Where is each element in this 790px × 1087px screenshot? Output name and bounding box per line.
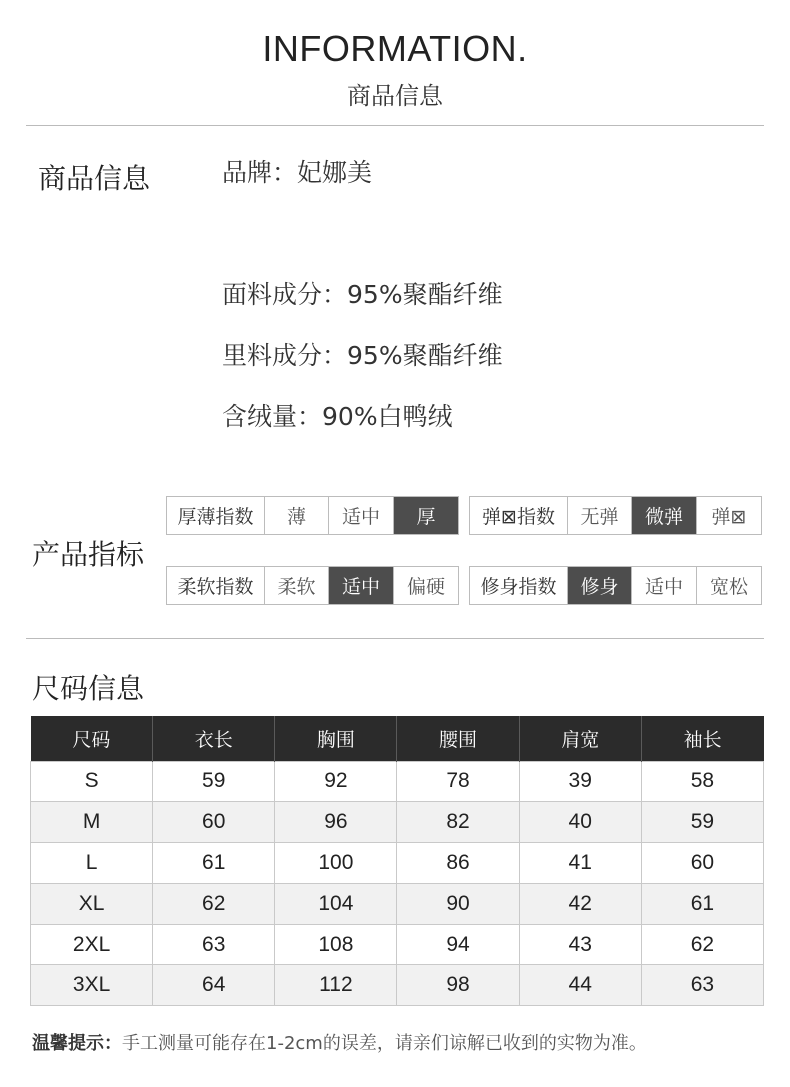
table-cell: 3XL: [31, 965, 153, 1006]
indicator-option-selected: 适中: [328, 567, 393, 604]
table-cell: L: [31, 843, 153, 884]
table-cell: M: [31, 802, 153, 843]
info-value: 90%白鸭绒: [322, 402, 453, 431]
indicator-option: 柔软: [264, 567, 328, 604]
column-header: 肩宽: [519, 716, 641, 761]
indicator-label: 厚薄指数: [177, 506, 254, 528]
measurement-note: [32, 1029, 647, 1055]
info-label: 含绒量：: [222, 402, 323, 431]
table-cell: 61: [641, 883, 763, 924]
table-cell: 60: [153, 802, 275, 843]
table-cell: S: [31, 761, 153, 802]
size-chart-title: 尺码信息: [32, 672, 145, 705]
table-row: [31, 883, 764, 924]
table-row: [31, 924, 764, 965]
table-cell: 59: [153, 761, 275, 802]
table-cell: 78: [397, 761, 519, 802]
table-cell: 63: [153, 924, 275, 965]
table-cell: 63: [641, 965, 763, 1006]
note-label: 温馨提示：: [32, 1033, 122, 1054]
indicator-fit: [469, 566, 762, 605]
note-text: 手工测量可能存在1-2cm的误差，请亲们谅解已收到的实物为准。: [122, 1033, 647, 1054]
column-header: 袖长: [641, 716, 763, 761]
indicator-elasticity: [469, 496, 762, 535]
table-cell: 2XL: [31, 924, 153, 965]
table-cell: 92: [275, 761, 397, 802]
table-cell: 108: [275, 924, 397, 965]
table-cell: 100: [275, 843, 397, 884]
table-cell: 62: [641, 924, 763, 965]
indicator-option-selected: 修身: [567, 567, 631, 604]
table-row: [31, 802, 764, 843]
info-label: 面料成分：: [222, 280, 348, 309]
table-cell: 43: [519, 924, 641, 965]
indicator-option-selected: 厚: [393, 497, 458, 534]
indicator-label: 弹⊠指数: [482, 506, 555, 528]
indicator-option: 薄: [264, 497, 328, 534]
product-info-title: 商品信息: [38, 162, 151, 195]
table-cell: 59: [641, 802, 763, 843]
indicator-option: 弹⊠: [696, 497, 761, 534]
info-label: 品牌：: [222, 158, 298, 187]
indicator-option-selected: 微弹: [631, 497, 696, 534]
column-header: 衣长: [153, 716, 275, 761]
info-fabric: [222, 275, 503, 311]
table-cell: 42: [519, 883, 641, 924]
table-cell: 39: [519, 761, 641, 802]
table-cell: 40: [519, 802, 641, 843]
column-header: 尺码: [31, 716, 153, 761]
header-title-en: INFORMATION.: [262, 28, 528, 69]
column-header: 胸围: [275, 716, 397, 761]
table-cell: 94: [397, 924, 519, 965]
table-cell: 104: [275, 883, 397, 924]
indicator-option: 适中: [631, 567, 696, 604]
indicator-option: 偏硬: [393, 567, 458, 604]
size-table-header: [31, 716, 764, 761]
info-value: 95%聚酯纤维: [347, 341, 503, 370]
table-row: [31, 843, 764, 884]
size-table: [30, 716, 764, 1006]
divider: [26, 125, 764, 126]
table-cell: 112: [275, 965, 397, 1006]
divider: [26, 638, 764, 639]
table-cell: 90: [397, 883, 519, 924]
indicator-option: 适中: [328, 497, 393, 534]
indicator-softness: [166, 566, 459, 605]
table-cell: 62: [153, 883, 275, 924]
table-cell: 98: [397, 965, 519, 1006]
indicator-option: 宽松: [696, 567, 761, 604]
info-value: 95%聚酯纤维: [347, 280, 503, 309]
header-title-cn: 商品信息: [347, 82, 443, 110]
table-cell: 44: [519, 965, 641, 1006]
indicator-label: 修身指数: [480, 576, 557, 598]
info-value: 妃娜美: [297, 158, 373, 187]
table-cell: 60: [641, 843, 763, 884]
info-lining: [222, 336, 503, 372]
table-cell: 61: [153, 843, 275, 884]
table-cell: 86: [397, 843, 519, 884]
table-row: [31, 965, 764, 1006]
table-row: [31, 761, 764, 802]
table-cell: XL: [31, 883, 153, 924]
indicator-thickness: [166, 496, 459, 535]
indicator-option: 无弹: [567, 497, 631, 534]
column-header: 腰围: [397, 716, 519, 761]
table-cell: 58: [641, 761, 763, 802]
table-cell: 64: [153, 965, 275, 1006]
info-brand: [222, 153, 372, 189]
info-down-content: [222, 397, 453, 433]
table-cell: 96: [275, 802, 397, 843]
indicators-title: 产品指标: [32, 538, 145, 571]
info-label: 里料成分：: [222, 341, 348, 370]
table-cell: 82: [397, 802, 519, 843]
indicator-label: 柔软指数: [177, 576, 254, 598]
table-cell: 41: [519, 843, 641, 884]
